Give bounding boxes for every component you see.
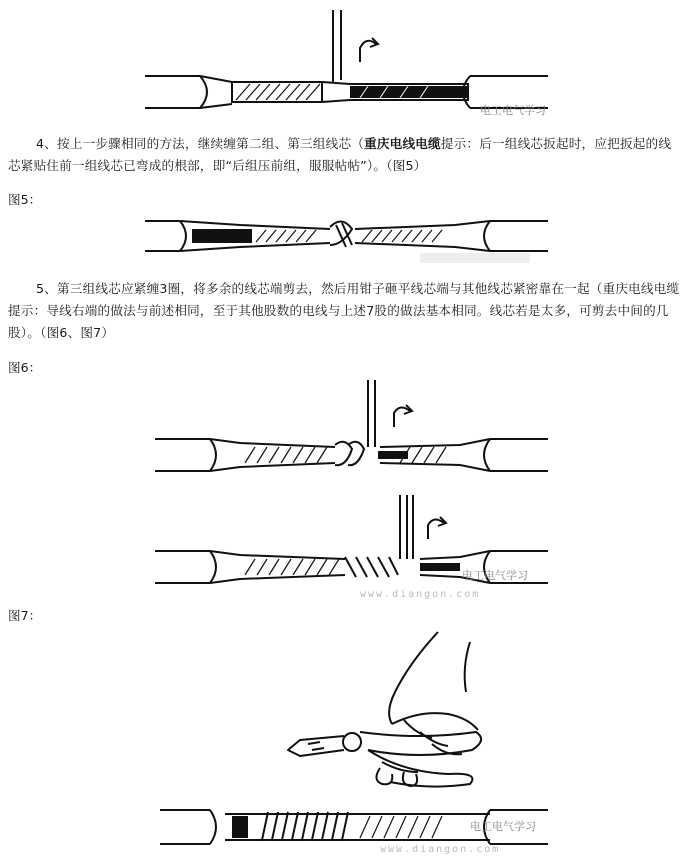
watermark-brand-fig6: 电工电气学习 (462, 569, 528, 582)
watermark-brand: 电工电气学习 (480, 104, 546, 117)
step-4-prefix: 4、按上一步骤相同的方法，继续缠第二组、第三组线芯（ (36, 136, 365, 151)
step-5-text: 5、第三组线芯应紧缠3圈，将多余的线芯端剪去，然后用钳子砸平线芯端与其他线芯紧密靠在一起（重庆电线电缆提示：导线右端的做法与前述相同，至于其他股数的电线与上述7股的做法基本相同。线芯若是太多，可剪去中间的几股）。（图6、图7） (8, 281, 680, 340)
fig7-caption: 图7： (8, 608, 42, 623)
figure-5-wire-splice (0, 205, 689, 265)
step-4-suffix: 提示：后一组线芯扳起时，应把扳起的线芯紧贴住前一组线芯已弯成的根部，即“后组压前组，服服帖帖”）。（图5） (8, 136, 672, 173)
watermark-url-fig7: www.diangon.com (380, 844, 501, 855)
figure-7-pliers-splice (0, 622, 689, 857)
fig5-caption: 图5： (8, 192, 42, 207)
step-4-highlight: 重庆电线电缆 (364, 136, 441, 151)
fig6-caption: 图6： (8, 360, 42, 375)
figure-wire-splice-top (0, 0, 689, 125)
watermark-url-fig6: www.diangon.com (360, 589, 481, 600)
figure-6-wire-splice (0, 375, 689, 600)
step-4-text (8, 133, 680, 177)
watermark-brand-fig7: 电工电气学习 (470, 820, 536, 833)
